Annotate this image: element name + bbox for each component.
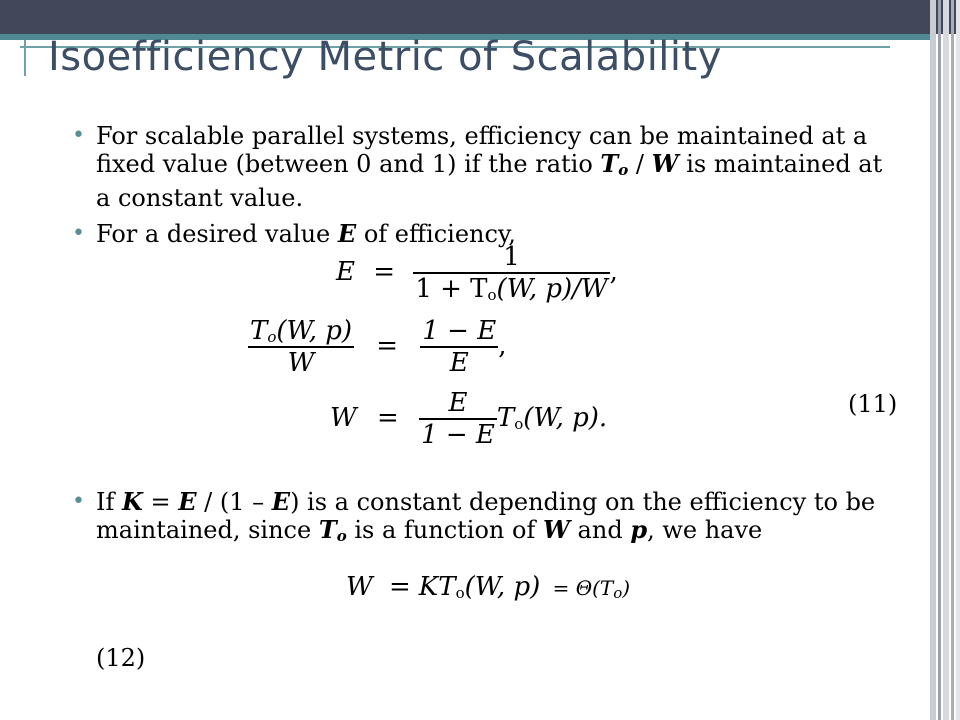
equation-w <box>330 388 607 450</box>
eq4-rhs: KT <box>418 572 456 602</box>
var-E: E <box>178 487 197 516</box>
var-W: W <box>542 515 570 544</box>
var-W: W <box>651 149 679 178</box>
eq4-theta-text: = Θ(T <box>546 576 614 600</box>
equation-efficiency <box>336 242 618 304</box>
var-T: T <box>600 149 619 178</box>
eq3-fraction <box>419 388 497 450</box>
bullet-text: If <box>96 488 122 516</box>
eq3-equals: = <box>377 403 399 433</box>
subscript-o: o <box>618 161 629 179</box>
eq2-num-T: T <box>250 316 268 346</box>
bullet-text: For scalable parallel systems, efficiency can be maintained at a fixed value (between 0 and 1) if the ratio <box>96 122 868 178</box>
eq2-numerator <box>248 316 354 346</box>
eq3-sub: o <box>514 415 524 433</box>
eq2-num-rest: (W, p) <box>276 316 353 346</box>
eq4-theta-close: ) <box>622 576 631 600</box>
eq1-den-text: 1 + T <box>415 274 488 304</box>
eq4-lhs: W <box>346 572 373 602</box>
eq1-lhs: E <box>336 257 355 287</box>
eq3-lhs: W <box>330 403 357 433</box>
eq2-num-sub: o <box>267 328 277 346</box>
eq1-den-rest: (W, p)/W <box>496 274 608 304</box>
var-T: T <box>318 515 337 544</box>
eq2-right-fraction <box>420 316 498 378</box>
slide-title: Isoefficiency Metric of Scalability <box>48 34 722 80</box>
eq4-theta <box>546 576 630 600</box>
eq2-left-fraction <box>248 316 354 378</box>
eq3-numerator: E <box>448 388 468 418</box>
right-stripes <box>930 0 960 720</box>
eq2-equals: = <box>376 331 399 361</box>
eq1-numerator: 1 <box>503 242 520 272</box>
eq2-tail: , <box>498 331 507 361</box>
eq2-right-numerator: 1 − E <box>422 316 497 346</box>
equation-number-12: (12) <box>96 644 146 672</box>
slash: / <box>628 150 652 178</box>
eq2-right-denominator: E <box>420 346 498 378</box>
eq1-fraction <box>413 242 609 304</box>
equation-isoefficiency <box>346 572 630 602</box>
eq1-denominator <box>413 272 609 304</box>
bullet-scalable-systems <box>96 122 896 212</box>
bullet-constant-k <box>96 488 896 550</box>
bullet-text: of efficiency, <box>356 220 516 248</box>
bullet-text: is maintained at a constant value. <box>96 150 883 212</box>
bullet-text: = <box>142 488 179 516</box>
var-E: E <box>337 219 357 248</box>
eq3-rest: (W, p). <box>523 403 608 433</box>
eq1-equals: = <box>373 257 396 287</box>
bullet-text: ) is a constant depending on the efficiency to be maintained, since <box>96 488 876 544</box>
bullet-text: , we have <box>647 516 763 544</box>
bullet-text: For a desired value <box>96 220 338 248</box>
eq4-rest: (W, p) <box>464 572 541 602</box>
subscript-o: o <box>336 527 347 545</box>
equation-ratio <box>248 316 506 378</box>
var-E: E <box>271 487 291 516</box>
top-bar <box>0 0 960 34</box>
eq2-denominator: W <box>248 346 354 378</box>
var-K: K <box>122 487 143 516</box>
eq3-denominator: 1 − E <box>421 420 495 450</box>
eq1-tail: , <box>609 257 618 287</box>
eq1-den-sub: o <box>487 286 497 304</box>
eq4-equals: = <box>389 572 411 602</box>
eq4-sub: o <box>455 584 465 602</box>
bullet-text: is a function of <box>346 516 543 544</box>
bullet-text: / (1 – <box>196 488 272 516</box>
equation-number-11: (11) <box>848 390 898 418</box>
eq4-theta-sub: o <box>613 584 623 602</box>
var-p: p <box>630 515 648 544</box>
eq3-T: T <box>496 403 515 433</box>
bullet-text: and <box>569 516 631 544</box>
title-corner-line <box>24 40 26 76</box>
